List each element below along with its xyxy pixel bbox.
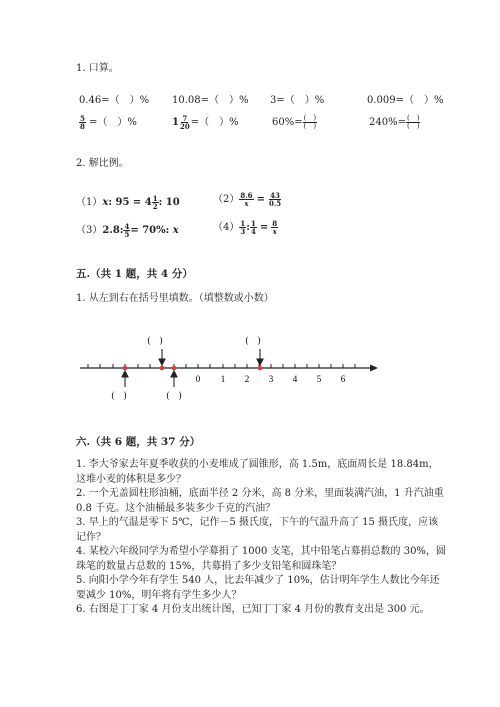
oral-calc-item: 3=（ ）% [270,95,325,106]
word-problem-2: 2. 一个无盖圆柱形油桶，底面半径 2 分米，高 8 分米，里面装满汽油，1 升汽油重 0.8 千克。这个油桶最多装多少千克的汽油？ [76,488,444,514]
proportion-heading: 2. 解比例。 [76,158,129,169]
word-problem-3: 3. 早上的气温是零下 5℃，记作－5 摄氏度，下午的气温升高了 15 摄氏度，应该记作？ [76,517,439,543]
marked-point [172,366,177,371]
tick-label-5: 5 [316,374,322,384]
word-problem-6: 6. 右图是丁丁家 4 月份支出统计图，已知丁丁家 4 月份的教育支出是 300 元。 [76,604,430,615]
answer-bracket: ( ) [245,335,261,345]
oral-calc-item: 10.08=（ ）% [172,95,249,106]
oral-calc-item: 0.009=（ ）% [367,95,444,106]
section-5-title: 五.（共 1 题，共 4 分） [76,268,193,280]
tick-label-2: 2 [244,374,250,384]
section-6-title: 六.（共 6 题，共 37 分） [76,436,201,448]
oral-calc-item-mixed: 1 $\frac{7}{20}$ =（ ）% [172,114,239,131]
tick-label-4: 4 [292,374,298,384]
arrow-up-icon [171,371,177,387]
arrow-up-icon [122,371,128,387]
oral-calc-item-percent: 60%= $\frac{( )}{( )}$ [272,114,317,130]
marked-point [258,366,263,371]
proportion-problem-3: （3）2.8: $\frac{4}{5}$ = 70%: x [76,222,179,239]
marked-point [160,366,165,371]
section-5-question-1: 1. 从左到右在括号里填数。（填整数或小数） [76,293,274,304]
proportion-problem-4: （4） $\frac{1}{3}$ : $\frac{1}{4}$ = $\frac{8}{x}$ [213,219,278,236]
word-problem-5: 5. 向阳小学今年有学生 540 人，比去年减少了 10%，估计明年学生人数比今年还要减少 10%，明年将有学生多少人？ [76,575,440,601]
proportion-problem-2: （2） $\frac{8.6}{x}$ = $\frac{43}{0.5}$ [213,191,282,208]
oral-calc-item-percent: 240%= $\frac{( )}{( )}$ [369,114,420,130]
number-line-arrowhead [370,365,378,372]
arrow-down-icon [159,349,165,365]
proportion-problem-1: （1）x: 95 = 4 $\frac{1}{2}$ : 10 [76,194,180,211]
oral-calc-item-fraction: $\frac{5}{8}$ =（ ）% [80,114,137,131]
word-problem-4: 4. 某校六年级同学为希望小学募捐了 1000 支笔，其中铅笔占募捐总数的 30%，圆珠笔的数量占总数的 15%，共募捐了多少支铅笔和圆珠笔？ [76,546,446,572]
marked-point [123,366,128,371]
answer-bracket: ( ) [166,390,182,400]
word-problem-1: 1. 李大爷家去年夏季收获的小麦堆成了圆锥形，高 1.5m，底面周长是 18.84m，这堆小麦的体积是多少？ [76,459,439,485]
oral-calc-heading: 1. 口算。 [76,63,119,74]
oral-calc-item: 0.46=（ ）% [79,95,150,106]
number-line-figure [70,328,390,408]
number-line-ticks [88,364,355,368]
tick-label-3: 3 [268,374,274,384]
tick-label-6: 6 [340,374,346,384]
answer-bracket: ( ) [111,390,127,400]
tick-label-0: 0 [195,374,201,384]
answer-bracket: ( ) [147,335,163,345]
tick-label-1: 1 [220,374,226,384]
arrow-down-icon [257,349,263,365]
